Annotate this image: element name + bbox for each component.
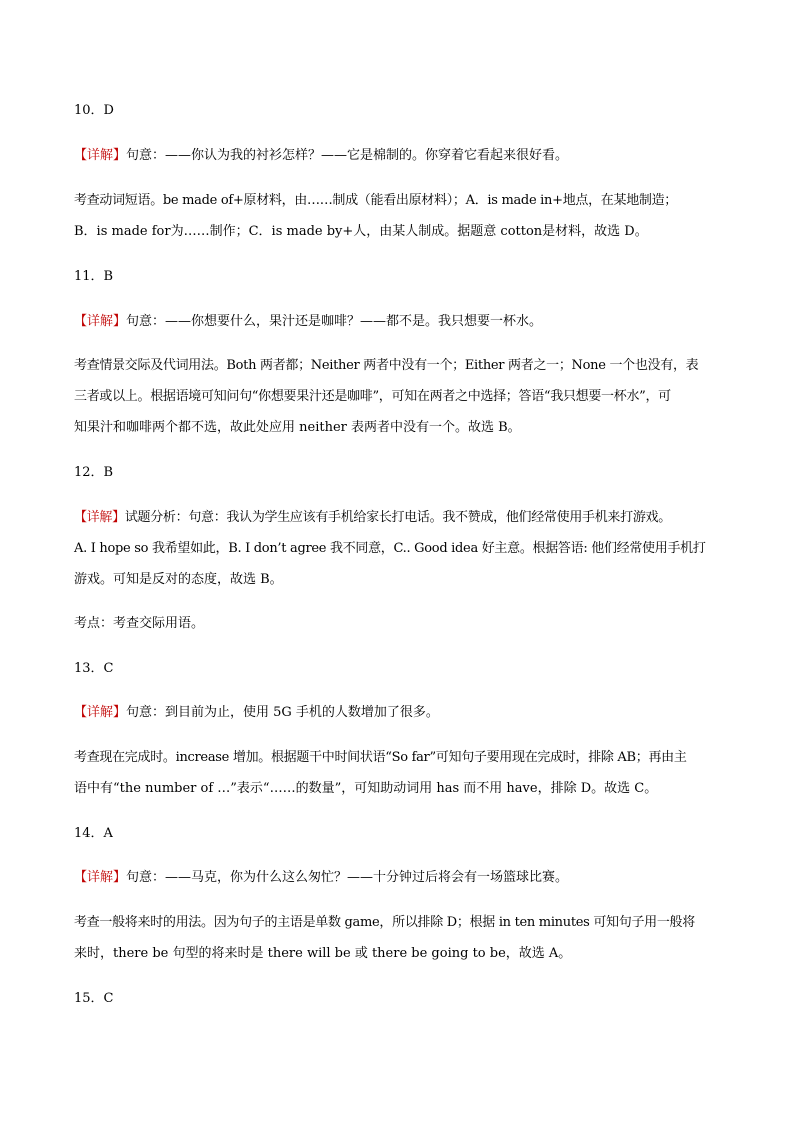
explanation-line: 三者或以上。根据语境可知问句“你想要果汁还是咖啡”，可知在两者之中选择；答语“我只想要一杯水”，可 bbox=[74, 389, 671, 404]
answer-14-number: 14．A bbox=[74, 826, 113, 841]
detail-tag: 【详解】 bbox=[74, 314, 127, 329]
answer-12-number: 12．B bbox=[74, 465, 114, 480]
explanation-line: 来时，there be 句型的将来时是 there will be 或 there be going to be，故选 A。 bbox=[74, 946, 572, 961]
explanation-line: 考查现在完成时。increase 增加。根据题干中时间状语“So far”可知句子要用现在完成时，排除 AB；再由主 bbox=[74, 750, 687, 765]
detail-line: A. I hope so 我希望如此，B. I don’t agree 我不同意，C.. Good idea 好主意。根据答语: 他们经常使用手机打 bbox=[74, 541, 706, 556]
detail-tag: 【详解】 bbox=[74, 510, 125, 525]
explanation-line: 语中有“the number of …”表示“……的数量”，可知助动词用 has 而不用 have，排除 D。故选 C。 bbox=[74, 781, 658, 796]
explanation-line: B．is made for为……制作；C．is made by+人，由某人制成。据题意 cotton是材料，故选 D。 bbox=[74, 224, 648, 239]
answer-13-detail bbox=[74, 697, 734, 728]
answer-11-number: 11．B bbox=[74, 269, 114, 284]
answer-12-detail bbox=[74, 502, 734, 595]
explanation-line: 考查一般将来时的用法。因为句子的主语是单数 game，所以排除 D；根据 in ten minutes 可知句子用一般将 bbox=[74, 915, 695, 930]
explanation-line: 考查动词短语。be made of+原材料，由……制成（能看出原材料）；A．is made in+地点，在某地制造； bbox=[74, 193, 678, 208]
explanation-line: 知果汁和咖啡两个都不选，故此处应用 neither 表两者中没有一个。故选 B。 bbox=[74, 420, 521, 435]
explanation-line: 考查情景交际及代词用法。Both 两者都；Neither 两者中没有一个；Either 两者之一；None 一个也没有，表 bbox=[74, 358, 699, 373]
answer-10-detail bbox=[74, 140, 734, 171]
answer-13-number: 13．C bbox=[74, 661, 114, 676]
answer-10-number: 10．D bbox=[74, 103, 114, 118]
answer-13-explanation bbox=[74, 742, 734, 804]
detail-text: 句意：到目前为止，使用 5G 手机的人数增加了很多。 bbox=[126, 705, 439, 720]
answer-12-explanation bbox=[74, 608, 734, 639]
detail-text: 试题分析：句意：我认为学生应该有手机给家长打电话。我不赞成，他们经常使用手机来打游戏。 bbox=[124, 510, 671, 525]
detail-line: 游戏。可知是反对的态度，故选 B。 bbox=[74, 572, 283, 587]
answer-11-detail bbox=[74, 306, 734, 337]
answer-15-number: 15．C bbox=[74, 991, 114, 1006]
answer-14-detail bbox=[74, 862, 734, 893]
detail-text: 句意：——马克，你为什么这么匆忙？——十分钟过后将会有一场篮球比赛。 bbox=[126, 870, 569, 885]
detail-tag: 【详解】 bbox=[74, 148, 127, 163]
answer-10-explanation bbox=[74, 185, 734, 247]
explanation-line: 考点：考查交际用语。 bbox=[74, 616, 205, 631]
detail-tag: 【详解】 bbox=[74, 870, 127, 885]
detail-text: 句意：——你认为我的衬衫怎样？——它是棉制的。你穿着它看起来很好看。 bbox=[126, 148, 569, 163]
detail-text: 句意：——你想要什么，果汁还是咖啡？——都不是。我只想要一杯水。 bbox=[126, 314, 543, 329]
answer-11-explanation bbox=[74, 350, 734, 443]
answer-14-explanation bbox=[74, 907, 734, 969]
detail-tag: 【详解】 bbox=[74, 705, 127, 720]
